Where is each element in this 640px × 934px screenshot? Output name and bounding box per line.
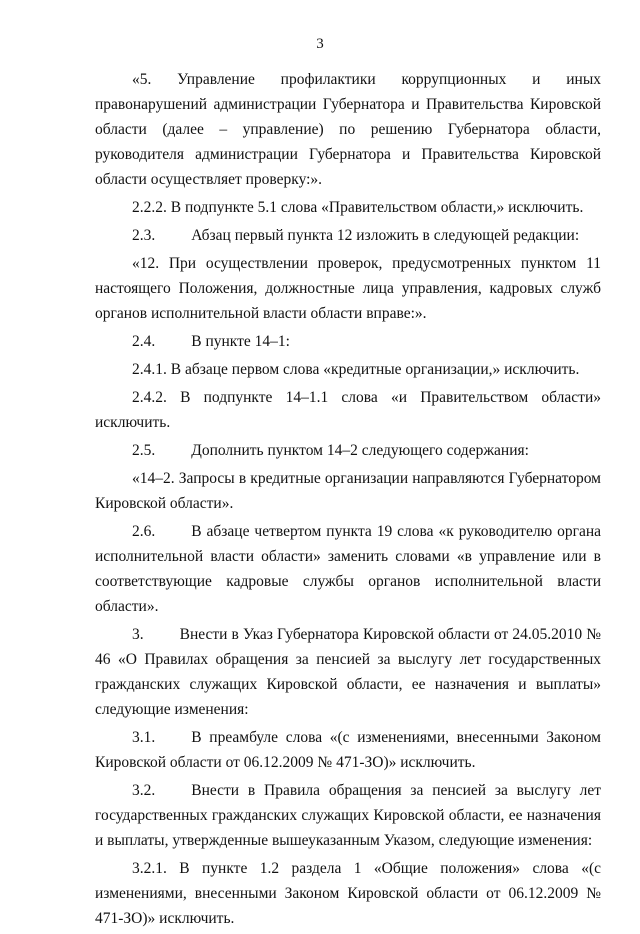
paragraph-2-2-2: 2.2.2. В подпункте 5.1 слова «Правительством области,» исключить. [132, 199, 584, 216]
paragraph-3-1 [95, 725, 601, 775]
paragraph-2-4-1: 2.4.1. В абзаце первом слова «кредитные организации,» исключить. [132, 361, 580, 378]
clause-number: 2.4. [132, 333, 156, 350]
clause-number: 3.1. [132, 729, 156, 746]
clause-number: 2.5. [132, 442, 156, 459]
paragraph-quoted-point-14-2: «14–2. Запросы в кредитные организации направляются Губернатором Кировской области». [95, 470, 601, 512]
paragraph-3-2-1: 3.2.1. В пункте 1.2 раздела 1 «Общие положения» слова «(с изменениями, внесенными Законом Кировской области от 06.12.2009 № 471-ЗО)» исключить. [95, 860, 601, 927]
paragraph-2-4-2: 2.4.2. В подпункте 14–1.1 слова «и Правительством области» исключить. [95, 389, 601, 431]
clause-text: В пункте 14–1: [191, 333, 290, 350]
document-body [95, 67, 601, 934]
clause-number: 3. [132, 626, 144, 643]
clause-text: Внести в Правила обращения за пенсией за выслугу лет государственных гражданских служащих Кировской области, ее назначения и выплаты, утвержденные вышеуказанным Указом, следующие изменения: [95, 782, 601, 849]
clause-text: Дополнить пунктом 14–2 следующего содержания: [191, 442, 529, 459]
clause-text: Внести в Указ Губернатора Кировской области от 24.05.2010 № 46 «О Правилах обращения за пенсией за выслугу лет государственных гражданских служащих Кировской области, ее назначения и выплаты» следующие изменения: [95, 626, 601, 718]
paragraph-quoted-point-12: «12. При осуществлении проверок, предусмотренных пунктом 11 настоящего Положения, должностные лица управления, кадровых служб органов исполнительной власти области вправе:». [95, 255, 601, 322]
paragraph-2-4 [95, 329, 601, 354]
paragraph-2-5 [95, 438, 601, 463]
clause-text: В преамбуле слова «(с изменениями, внесенными Законом Кировской области от 06.12.2009 № 471-ЗО)» исключить. [95, 729, 601, 771]
clause-text: Абзац первый пункта 12 изложить в следующей редакции: [191, 227, 580, 244]
paragraph-2-3 [95, 223, 601, 248]
paragraph-3 [95, 622, 601, 722]
paragraph-2-6 [95, 519, 601, 619]
paragraph-quoted-point-5: «5. Управление профилактики коррупционных и иных правонарушений администрации Губернатора и Правительства Кировской области (далее – управление) по решению Губернатора области, руководителя администрации Губернатора и Правительства Кировской области осуществляет проверку:». [95, 71, 601, 188]
clause-text: В абзаце четвертом пункта 19 слова «к руководителю органа исполнительной власти области» заменить словами «в управление или в соответствующие кадровые службы органов исполнительной власти области». [95, 523, 601, 615]
clause-number: 3.2. [132, 782, 156, 799]
clause-number: 2.6. [132, 523, 156, 540]
page-number: 3 [316, 36, 324, 52]
clause-number: 2.3. [132, 227, 156, 244]
paragraph-3-2 [95, 778, 601, 853]
